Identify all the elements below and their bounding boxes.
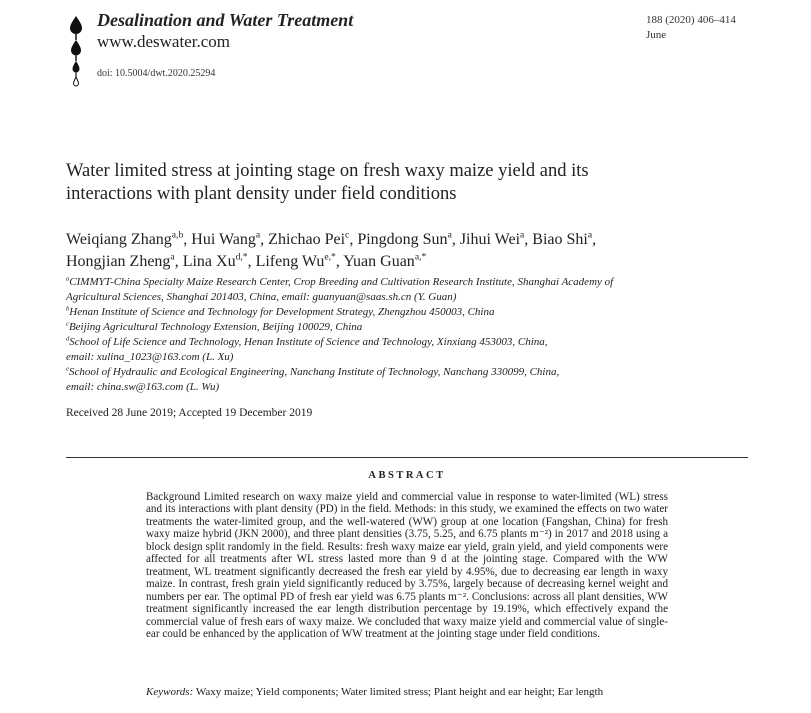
- affiliation-line: Agricultural Sciences, Shanghai 201403, China, email: guanyuan@saas.sh.cn (Y. Guan): [66, 291, 457, 303]
- affiliation-line: $^b$Henan Institute of Science and Technology for Development Strategy, Zhengzhou 450003, China: [66, 305, 495, 318]
- author: Lifeng $Wu^{e,*}$,: [255, 251, 344, 270]
- author-affiliation-mark: a: [170, 251, 175, 263]
- author-name: Yuan Guan: [343, 253, 415, 270]
- author-affiliation-mark: a,*: [414, 251, 427, 263]
- affiliation-line: $^e$School of Hydraulic and Ecological Engineering, Nanchang Institute of Technology, Nanchang 330099, China,: [66, 365, 560, 378]
- title-line: Water limited stress at jointing stage on fresh waxy maize yield and its: [66, 161, 589, 181]
- volume-pages: 188 (2020) 406–414: [646, 14, 736, 26]
- affiliation-line: $^a$CIMMYT-China Specialty Maize Research Center, Crop Breeding and Cultivation Research Institute, Shanghai Academy of: [66, 275, 614, 288]
- affiliation-line: email: china.sw@163.com (L. Wu): [66, 381, 220, 393]
- author-name: Zhichao Pei: [268, 231, 346, 248]
- author: Pingdong Sun$^a$,: [357, 229, 460, 248]
- affiliation-line: $^d$School of Life Science and Technology, Henan Institute of Science and Technology, Xinxiang 453003, China,: [66, 335, 548, 348]
- affiliation-line: email: xulina_1023@163.com (L. Xu): [66, 351, 234, 363]
- affiliation-line: $^c$Beijing Agricultural Technology Extension, Beijing 100029, China: [66, 320, 363, 333]
- author-name: Weiqiang Zhang: [66, 231, 172, 248]
- author-affiliation-mark: a: [587, 229, 593, 241]
- author: Zhichao Pei$^c$,: [268, 229, 358, 248]
- author-affiliation-mark: e,*: [324, 251, 336, 263]
- author: [343, 253, 426, 270]
- doi[interactable]: doi: 10.5004/dwt.2020.25294: [97, 68, 216, 79]
- publication-month: June: [646, 29, 667, 41]
- keywords: [146, 686, 676, 698]
- affiliations: [66, 275, 756, 395]
- journal-logo-icon: [66, 14, 86, 90]
- author-name: Hongjian Zheng: [66, 253, 171, 270]
- section-divider: [66, 457, 748, 458]
- author-name: Pingdong Sun: [357, 231, 448, 248]
- article-title: [66, 160, 726, 206]
- received-dates: Received 28 June 2019; Accepted 19 December 2019: [66, 407, 313, 419]
- author: Lina $Xu^{d,*}$,: [182, 251, 256, 270]
- author-affiliation-mark: a,b: [171, 229, 184, 241]
- author-affiliation-mark: c: [345, 229, 350, 241]
- keywords-label: Keywords:: [146, 686, 194, 698]
- abstract-text: Background Limited research on waxy maize yield and commercial value in response to water-limited (WL) stress and its interactions with plant density (PD) in the field. Methods: in this study, we examined the effects on two water treatments the water-limited group, and the well-watered (WW) group at one location (Fangshan, China) for fresh waxy maize hybrid (JKN 2000), and three plant densities (3.75, 5.25, and 6.75 plants m⁻²) in 2017 and 2018 using a block design split randomly in the field. Results: fresh waxy maize ear yield, grain yield, and yield components were affected for all treatments after WL stress lasted more than 9 d at the jointing stage. Compared with the WW treatment, WL treatment significantly decreased the fresh ear yield by 4.95%, due to decreasing ear length in waxy maize. In contrast, fresh grain yield significantly reduced by 3.75%, largely because of decreasing kernel weight and numbers per ear. The optimal PD of fresh ear yield was 6.75 plants m⁻². Conclusions: across all plant densities, WW treatment significantly increased the ear length distribution percentage by 19.19%, which effectively expand the commercial value of fresh ears of waxy maize. We concluded that waxy maize yield and commercial value of single-ear could be enhanced by the application of WW treatment at the jointing stage under field conditions.: [146, 491, 668, 640]
- journal-name: Desalination and Water Treatment: [97, 10, 354, 30]
- author-name: Jihui Wei: [459, 231, 521, 248]
- author: Hongjian Zheng$^a$,: [66, 251, 183, 270]
- abstract-heading: ABSTRACT: [368, 470, 446, 481]
- author-name: Lifeng Wu: [255, 253, 325, 270]
- author-affiliation-mark: a: [447, 229, 452, 241]
- author-name: Lina Xu: [182, 253, 236, 270]
- author-affiliation-mark: d,*: [235, 251, 248, 263]
- author-affiliation-mark: a: [520, 229, 525, 241]
- author-affiliation-mark: a: [255, 229, 261, 241]
- author: Biao Shi$^a$,: [532, 229, 597, 248]
- journal-website[interactable]: www.deswater.com: [97, 32, 230, 51]
- author: Hui Wang$^a$,: [191, 229, 269, 248]
- volume-info: [646, 13, 736, 43]
- title-line: interactions with plant density under field conditions: [66, 184, 457, 204]
- author: Jihui Wei$^a$,: [459, 229, 533, 248]
- author-list: [66, 229, 746, 273]
- author: Weiqiang Zhang$^{a,b}$,: [66, 229, 192, 248]
- keywords-text: Waxy maize; Yield components; Water limited stress; Plant height and ear height; Ear length: [195, 686, 604, 698]
- author-name: Hui Wang: [191, 231, 256, 248]
- author-name: Biao Shi: [532, 231, 588, 248]
